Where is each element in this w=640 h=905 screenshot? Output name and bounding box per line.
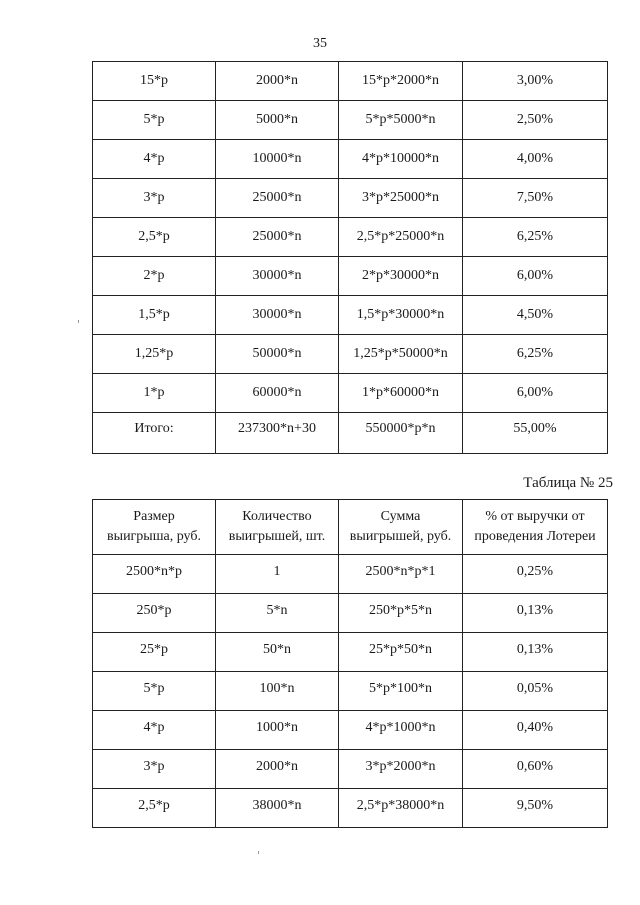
table-row	[93, 633, 608, 672]
prize-count-cell: 50000*n	[216, 335, 339, 374]
revenue-percent-cell: 4,50%	[463, 296, 608, 335]
table-row	[93, 374, 608, 413]
prize-sum-cell: 15*р*2000*n	[339, 62, 463, 101]
header-revenue-percent: % от выручки от проведения Лотереи	[463, 500, 608, 555]
prize-size-cell: 1,5*р	[93, 296, 216, 335]
prize-count-cell: 2000*n	[216, 62, 339, 101]
revenue-percent-cell: 3,00%	[463, 62, 608, 101]
prize-count-cell: 38000*n	[216, 789, 339, 828]
table-row	[93, 179, 608, 218]
revenue-percent-cell: 55,00%	[463, 413, 608, 454]
table-row	[93, 750, 608, 789]
prize-table-25	[92, 499, 608, 828]
table-row	[93, 257, 608, 296]
prize-size-cell: 4*р	[93, 711, 216, 750]
header-prize-sum: Сумма выигрышей, руб.	[339, 500, 463, 555]
table-header-row	[93, 500, 608, 555]
table-row	[93, 335, 608, 374]
prize-size-cell: Итого:	[93, 413, 216, 454]
revenue-percent-cell: 0,40%	[463, 711, 608, 750]
prize-size-cell: 250*р	[93, 594, 216, 633]
revenue-percent-cell: 0,60%	[463, 750, 608, 789]
prize-count-cell: 30000*n	[216, 296, 339, 335]
prize-sum-cell: 3*р*2000*n	[339, 750, 463, 789]
revenue-percent-cell: 0,13%	[463, 594, 608, 633]
prize-size-cell: 3*р	[93, 179, 216, 218]
prize-size-cell: 2,5*р	[93, 789, 216, 828]
prize-size-cell: 4*р	[93, 140, 216, 179]
prize-count-cell: 5000*n	[216, 101, 339, 140]
prize-sum-cell: 550000*р*n	[339, 413, 463, 454]
table-row	[93, 711, 608, 750]
prize-size-cell: 2500*n*р	[93, 555, 216, 594]
prize-size-cell: 1,25*р	[93, 335, 216, 374]
prize-size-cell: 2*р	[93, 257, 216, 296]
table-row	[93, 555, 608, 594]
table-row	[93, 296, 608, 335]
prize-count-cell: 237300*n+30	[216, 413, 339, 454]
prize-sum-cell: 2*р*30000*n	[339, 257, 463, 296]
revenue-percent-cell: 6,00%	[463, 374, 608, 413]
revenue-percent-cell: 6,00%	[463, 257, 608, 296]
table-row	[93, 218, 608, 257]
revenue-percent-cell: 0,25%	[463, 555, 608, 594]
prize-count-cell: 2000*n	[216, 750, 339, 789]
prize-sum-cell: 2500*n*р*1	[339, 555, 463, 594]
prize-sum-cell: 250*р*5*n	[339, 594, 463, 633]
prize-count-cell: 30000*n	[216, 257, 339, 296]
revenue-percent-cell: 6,25%	[463, 218, 608, 257]
prize-sum-cell: 5*р*100*n	[339, 672, 463, 711]
table-row	[93, 672, 608, 711]
table-row	[93, 140, 608, 179]
prize-count-cell: 1	[216, 555, 339, 594]
revenue-percent-cell: 0,13%	[463, 633, 608, 672]
prize-count-cell: 1000*n	[216, 711, 339, 750]
prize-sum-cell: 1,25*р*50000*n	[339, 335, 463, 374]
prize-sum-cell: 4*р*1000*n	[339, 711, 463, 750]
revenue-percent-cell: 9,50%	[463, 789, 608, 828]
prize-sum-cell: 5*р*5000*n	[339, 101, 463, 140]
prize-size-cell: 1*р	[93, 374, 216, 413]
revenue-percent-cell: 2,50%	[463, 101, 608, 140]
prize-count-cell: 25000*n	[216, 179, 339, 218]
table-row	[93, 101, 608, 140]
prize-size-cell: 15*р	[93, 62, 216, 101]
prize-size-cell: 3*р	[93, 750, 216, 789]
revenue-percent-cell: 0,05%	[463, 672, 608, 711]
scan-speck	[78, 320, 79, 323]
prize-sum-cell: 1*р*60000*n	[339, 374, 463, 413]
table-row	[93, 413, 608, 454]
prize-sum-cell: 2,5*р*38000*n	[339, 789, 463, 828]
prize-count-cell: 100*n	[216, 672, 339, 711]
revenue-percent-cell: 4,00%	[463, 140, 608, 179]
header-prize-size: Размер выигрыша, руб.	[93, 500, 216, 555]
table-row	[93, 789, 608, 828]
prize-count-cell: 60000*n	[216, 374, 339, 413]
prize-count-cell: 10000*n	[216, 140, 339, 179]
prize-count-cell: 5*n	[216, 594, 339, 633]
prize-size-cell: 25*р	[93, 633, 216, 672]
prize-sum-cell: 3*р*25000*n	[339, 179, 463, 218]
prize-size-cell: 5*р	[93, 101, 216, 140]
table-row	[93, 62, 608, 101]
prize-count-cell: 25000*n	[216, 218, 339, 257]
header-prize-count: Количество выигрышей, шт.	[216, 500, 339, 555]
table-caption: Таблица № 25	[523, 475, 613, 491]
prize-sum-cell: 1,5*р*30000*n	[339, 296, 463, 335]
page-number: 35	[313, 36, 327, 51]
table-row	[93, 594, 608, 633]
prize-table-continued	[92, 61, 608, 454]
revenue-percent-cell: 6,25%	[463, 335, 608, 374]
prize-sum-cell: 25*р*50*n	[339, 633, 463, 672]
prize-size-cell: 2,5*р	[93, 218, 216, 257]
prize-sum-cell: 4*р*10000*n	[339, 140, 463, 179]
prize-sum-cell: 2,5*р*25000*n	[339, 218, 463, 257]
prize-size-cell: 5*р	[93, 672, 216, 711]
scan-speck	[258, 851, 259, 854]
prize-count-cell: 50*n	[216, 633, 339, 672]
revenue-percent-cell: 7,50%	[463, 179, 608, 218]
